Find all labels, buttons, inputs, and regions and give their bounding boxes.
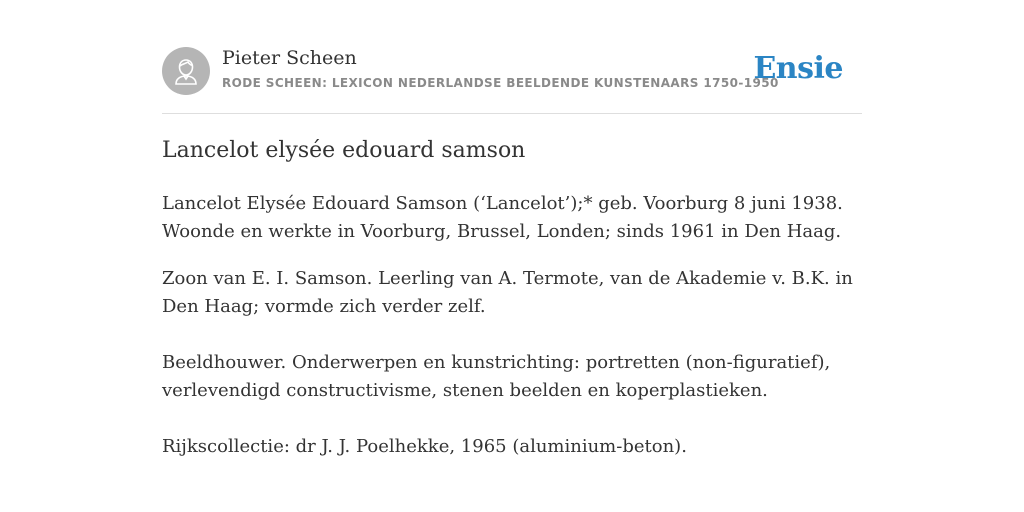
paragraph-work: Beeldhouwer. Onderwerpen en kunstrichting: portretten (non-figuratief), verlevendigd constructivisme, stenen beelden en koperplastieken. (162, 352, 831, 401)
source-title[interactable]: RODE SCHEEN: LEXICON NEDERLANDSE BEELDENDE KUNSTENAARS 1750-1950 (222, 76, 779, 90)
user-avatar-icon (162, 47, 210, 95)
divider (162, 113, 862, 114)
paragraph-biography: Lancelot Elysée Edouard Samson (‘Lancelot’);* geb. Voorburg 8 juni 1938. Woonde en werkte in Voorburg, Brussel, Londen; sinds 1961 in Den Haag. (162, 193, 843, 242)
author-name[interactable]: Pieter Scheen (222, 47, 357, 69)
article-card (162, 0, 862, 512)
paragraph-collection: Rijkscollectie: dr J. J. Poelhekke, 1965 (aluminium-beton). (162, 436, 687, 457)
article-header (162, 47, 862, 95)
paragraph-education: Zoon van E. I. Samson. Leerling van A. Termote, van de Akademie v. B.K. in Den Haag; vormde zich verder zelf. (162, 268, 853, 317)
article-title: Lancelot elysée edouard samson (162, 138, 526, 163)
brand-logo[interactable]: Ensie (753, 51, 843, 86)
